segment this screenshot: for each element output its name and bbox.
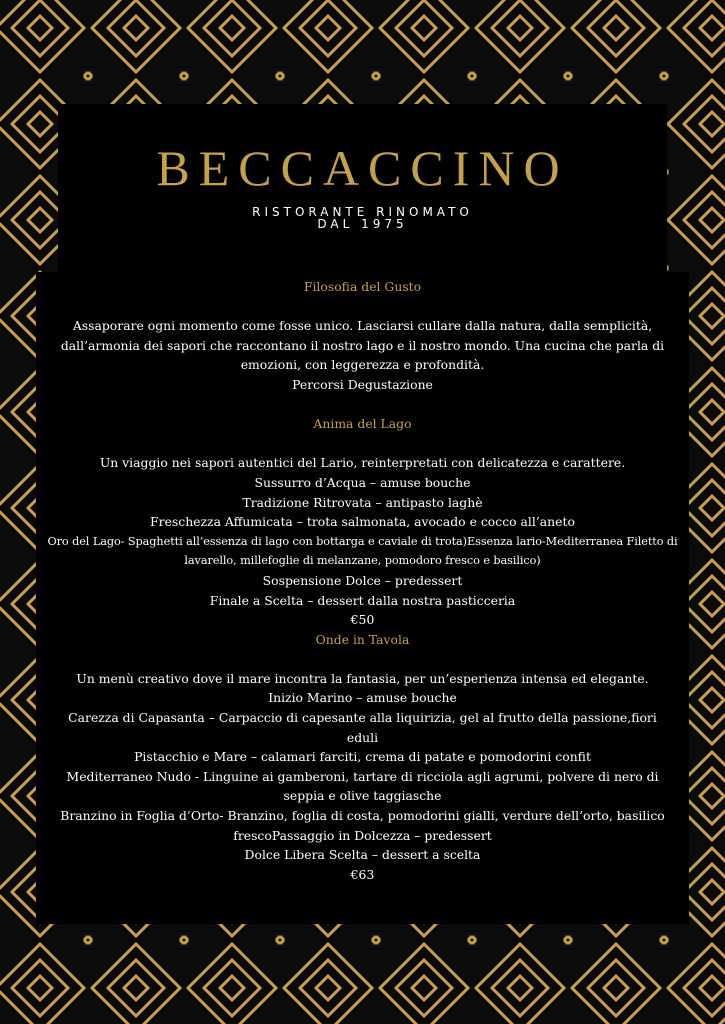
menu-mare-intro: Un menù creativo dove il mare incontra la fantasia, per un’esperienza intensa ed elegante. [76,670,649,686]
tasting-menus-heading: Percorsi Degustazione [292,376,433,392]
header-panel [58,104,667,274]
menu-lago-item: Oro del Lago- Spaghetti all’essenza di lago con bottarga e caviale di trota)Essenza lario-Mediterranea Filetto di lavarello, millefoglie di melanzane, pomodoro fresco e basilico) [47,534,678,568]
tagline [58,206,667,230]
philosophy-title: Filosofia del Gusto [303,279,422,294]
menu-mare-item: Carezza di Capasanta – Carpaccio di capesante alla liquirizia, gel al frutto della passione,fiori eduli [68,710,657,745]
menu-mare-item: Pistacchio e Mare – calamari farciti, crema di patate e pomodorini confit [134,749,591,765]
menu-mare-price: €63 [350,866,375,882]
menu-lago-item: Tradizione Ritrovata – antipasto laghè [242,494,483,510]
menu-lago-title: Anima del Lago [313,416,412,432]
menu-lago-item: Sospensione Dolce – predessert [262,572,463,588]
restaurant-name: BECCACCINO [156,140,569,196]
menu-mare-item: Branzino in Foglia d’Orto- Branzino, foglia di costa, pomodorini gialli, verdure dell’orto, basilico frescoPassaggio in Dolcezza – predessert [60,808,665,843]
tagline-line-2: DAL 1975 [317,217,408,231]
menu-mare-title: Onde in Tavola [315,631,410,647]
menu-lago-intro: Un viaggio nei sapori autentici del Lario, reinterpretati con delicatezza e carattere. [99,455,626,471]
menu-content-panel [36,272,689,924]
philosophy-text: Assaporare ogni momento come fosse unico. Lasciarsi cullare dalla natura, dalla semplicità, dall’armonia dei sapori che raccontano il nostro lago e il nostro mondo. Una cucina che parla di emozioni, con leggerezza e profondità. [60,318,665,373]
menu-lago-item: Finale a Scelta – dessert dalla nostra pasticceria [209,592,516,608]
menu-mare-item: Inizio Marino – amuse bouche [268,690,457,706]
menu-mare-item: Dolce Libera Scelta – dessert a scelta [244,847,481,863]
menu-lago-price: €50 [350,612,375,628]
tagline-line-1: RISTORANTE RINOMATO [252,205,473,219]
menu-lago-item: Freschezza Affumicata – trota salmonata, avocado e cocco all’aneto [150,514,575,530]
menu-mare-item: Mediterraneo Nudo - Linguine ai gamberoni, tartare di ricciola agli agrumi, polvere di nero di seppia e olive taggiasche [66,768,659,804]
menu-lago-item: Sussurro d’Acqua – amuse bouche [254,474,471,490]
